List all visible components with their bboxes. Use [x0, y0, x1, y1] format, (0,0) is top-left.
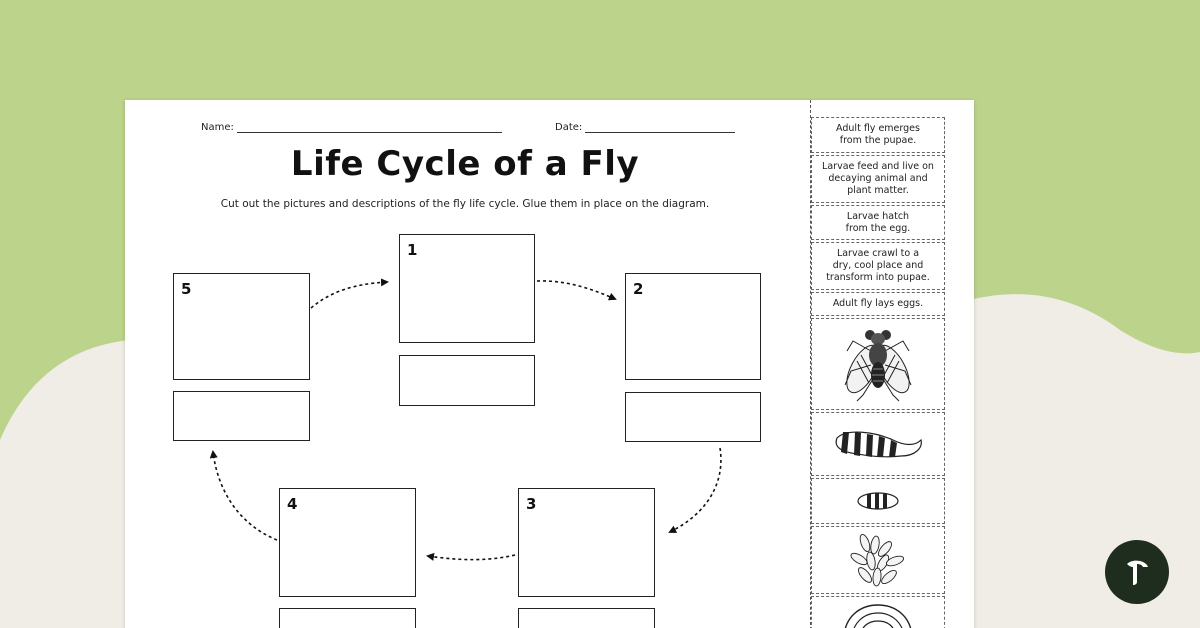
arrow-5-to-1 — [311, 282, 387, 308]
name-label: Name: — [201, 122, 234, 133]
arrow-3-to-4 — [428, 555, 515, 560]
picture-card-pupa[interactable] — [811, 478, 945, 524]
larva-closeup-icon — [838, 599, 918, 628]
stage-3-number: 3 — [526, 495, 537, 513]
description-card[interactable]: Larvae feed and live on decaying animal and plant matter. — [811, 155, 945, 203]
eggs-icon — [843, 531, 913, 589]
stage-5-number: 5 — [181, 280, 192, 298]
teach-starter-logo[interactable] — [1105, 540, 1169, 604]
page-title: Life Cycle of a Fly — [290, 144, 640, 184]
instructions: Cut out the pictures and descriptions of the fly life cycle. Glue them in place on the diagram. — [220, 198, 710, 210]
picture-card-larva[interactable] — [811, 412, 945, 476]
teach-starter-logo-icon — [1120, 555, 1154, 589]
description-card[interactable]: Larvae crawl to a dry, cool place and transform into pupae. — [811, 242, 945, 290]
cutout-strip — [810, 100, 974, 628]
description-card[interactable]: Adult fly lays eggs. — [811, 292, 945, 316]
larva-icon — [831, 424, 925, 464]
picture-card-adult-fly[interactable] — [811, 318, 945, 410]
stage-2-number: 2 — [633, 280, 644, 298]
arrow-4-to-5 — [213, 452, 277, 540]
stage-4-number: 4 — [287, 495, 298, 513]
picture-card-eggs[interactable] — [811, 526, 945, 594]
pupa-icon — [853, 488, 903, 514]
arrow-1-to-2 — [537, 281, 615, 299]
description-card[interactable]: Larvae hatch from the egg. — [811, 205, 945, 240]
worksheet — [125, 100, 974, 628]
picture-card-larva-closeup[interactable] — [811, 596, 945, 628]
date-label: Date: — [555, 122, 583, 133]
stage-1-number: 1 — [407, 241, 418, 259]
adult-fly-icon — [833, 321, 923, 407]
description-card[interactable]: Adult fly emerges from the pupae. — [811, 117, 945, 153]
arrow-2-to-3 — [670, 448, 721, 532]
